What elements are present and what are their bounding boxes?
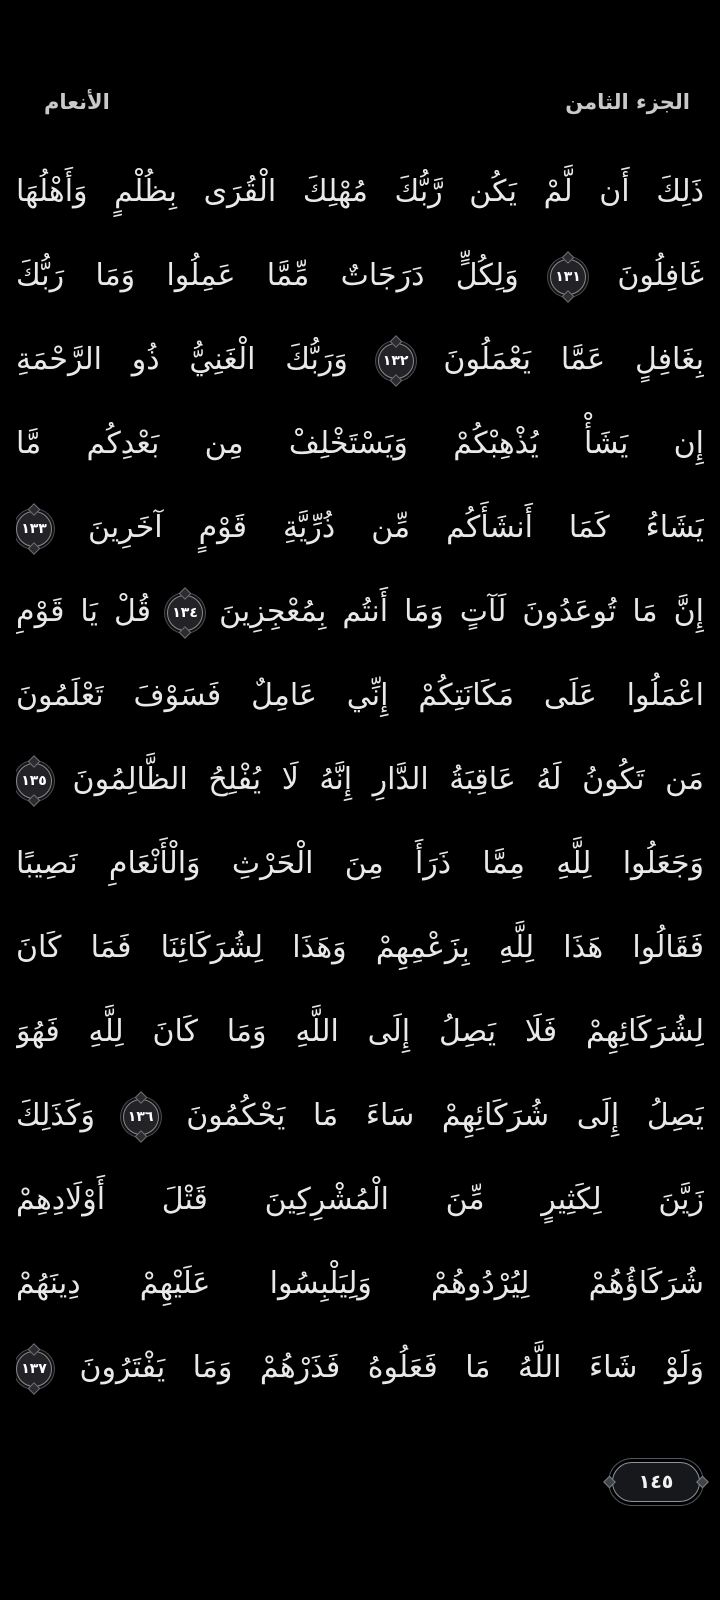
juz-label: الجزء الثامن: [565, 90, 690, 114]
ayah-text: اعْمَلُوا عَلَى مَكَانَتِكُمْ إِنِّي عَامِلٌ فَسَوْفَ تَعْلَمُونَ: [16, 678, 704, 713]
ayah-end-medallion-icon: [16, 1351, 52, 1387]
ayah-end-medallion-icon: [16, 511, 52, 547]
ayah-text: زَيَّنَ لِكَثِيرٍ مِّنَ الْمُشْرِكِينَ قَتْلَ أَوْلَادِهِمْ: [16, 1182, 704, 1217]
ayah-number: ١٣٧: [21, 1360, 47, 1377]
page-header: [0, 90, 720, 114]
page-number: ١٤٥: [638, 1471, 674, 1493]
ayah-text: شُرَكَاؤُهُمْ لِيُرْدُوهُمْ وَلِيَلْبِسُوا عَلَيْهِمْ دِينَهُمْ: [16, 1266, 704, 1301]
quran-line: [16, 738, 704, 822]
ayah-text: وَلَوْ شَاءَ اللَّهُ مَا فَعَلُوهُ فَذَرْهُمْ وَمَا يَفْتَرُونَ: [79, 1350, 704, 1385]
quran-lines: [16, 150, 704, 1410]
ayah-text: وَلِكُلٍّ دَرَجَاتٌ مِّمَّا عَمِلُوا وَمَا رَبُّكَ: [16, 258, 519, 293]
ayah-text: قُلْ يَا قَوْمِ: [16, 594, 152, 629]
ayah-number: ١٣٢: [382, 352, 409, 369]
ayah-end-medallion-icon: [16, 763, 52, 799]
surah-label: الأنعام: [44, 90, 110, 114]
quran-line: [16, 990, 704, 1074]
ayah-text: فَقَالُوا هَذَا لِلَّهِ بِزَعْمِهِمْ وَهَذَا لِشُرَكَائِنَا فَمَا كَانَ: [16, 930, 704, 965]
ayah-text: وَجَعَلُوا لِلَّهِ مِمَّا ذَرَأَ مِنَ الْحَرْثِ وَالْأَنْعَامِ نَصِيبًا: [16, 846, 704, 881]
ayah-text: وَكَذَلِكَ: [16, 1098, 95, 1133]
ayah-text: وَرَبُّكَ الْغَنِيُّ ذُو الرَّحْمَةِ: [16, 342, 348, 377]
quran-line: [16, 906, 704, 990]
quran-line: [16, 1158, 704, 1242]
ayah-text: لِشُرَكَائِهِمْ فَلَا يَصِلُ إِلَى اللَّهِ وَمَا كَانَ لِلَّهِ فَهُوَ: [16, 1014, 704, 1049]
ayah-number: ١٣٥: [21, 772, 47, 789]
ayah-text: يَشَاءُ كَمَا أَنشَأَكُم مِّن ذُرِّيَّةِ قَوْمٍ آخَرِينَ: [87, 510, 704, 545]
quran-line: [16, 150, 704, 234]
ayah-end-medallion-icon: [123, 1099, 159, 1135]
quran-line: [16, 318, 704, 402]
badge-ornament-right-icon: [696, 1476, 709, 1489]
ayah-number: ١٣٦: [127, 1108, 154, 1125]
ayah-text: إِن يَشَأْ يُذْهِبْكُمْ وَيَسْتَخْلِفْ مِن بَعْدِكُم مَّا: [16, 426, 704, 461]
ayah-text: غَافِلُونَ: [617, 258, 704, 293]
ayah-number: ١٣٣: [21, 520, 47, 537]
ayah-number: ١٣١: [555, 268, 581, 285]
badge-ornament-left-icon: [603, 1476, 616, 1489]
quran-line: [16, 570, 704, 654]
quran-line: [16, 654, 704, 738]
ayah-text: مَن تَكُونُ لَهُ عَاقِبَةُ الدَّارِ إِنَّهُ لَا يُفْلِحُ الظَّالِمُونَ: [72, 762, 704, 797]
quran-line: [16, 402, 704, 486]
ayah-text: إِنَّ مَا تُوعَدُونَ لَآتٍ وَمَا أَنتُم بِمُعْجِزِينَ: [219, 594, 704, 629]
quran-line: [16, 1242, 704, 1326]
quran-line: [16, 486, 704, 570]
ayah-text: بِغَافِلٍ عَمَّا يَعْمَلُونَ: [443, 342, 704, 377]
ayah-end-medallion-icon: [167, 595, 203, 631]
ayah-end-medallion-icon: [550, 259, 586, 295]
ayah-end-medallion-icon: [378, 343, 414, 379]
ayah-text: ذَلِكَ أَن لَّمْ يَكُن رَّبُّكَ مُهْلِكَ الْقُرَى بِظُلْمٍ وَأَهْلُهَا: [16, 174, 704, 209]
ayah-text: يَصِلُ إِلَى شُرَكَائِهِمْ سَاءَ مَا يَحْكُمُونَ: [186, 1098, 704, 1133]
quran-line: [16, 1326, 704, 1410]
quran-line: [16, 822, 704, 906]
quran-line: [16, 1074, 704, 1158]
ayah-number: ١٣٤: [172, 604, 198, 621]
page-number-badge: [612, 1462, 700, 1502]
quran-line: [16, 234, 704, 318]
